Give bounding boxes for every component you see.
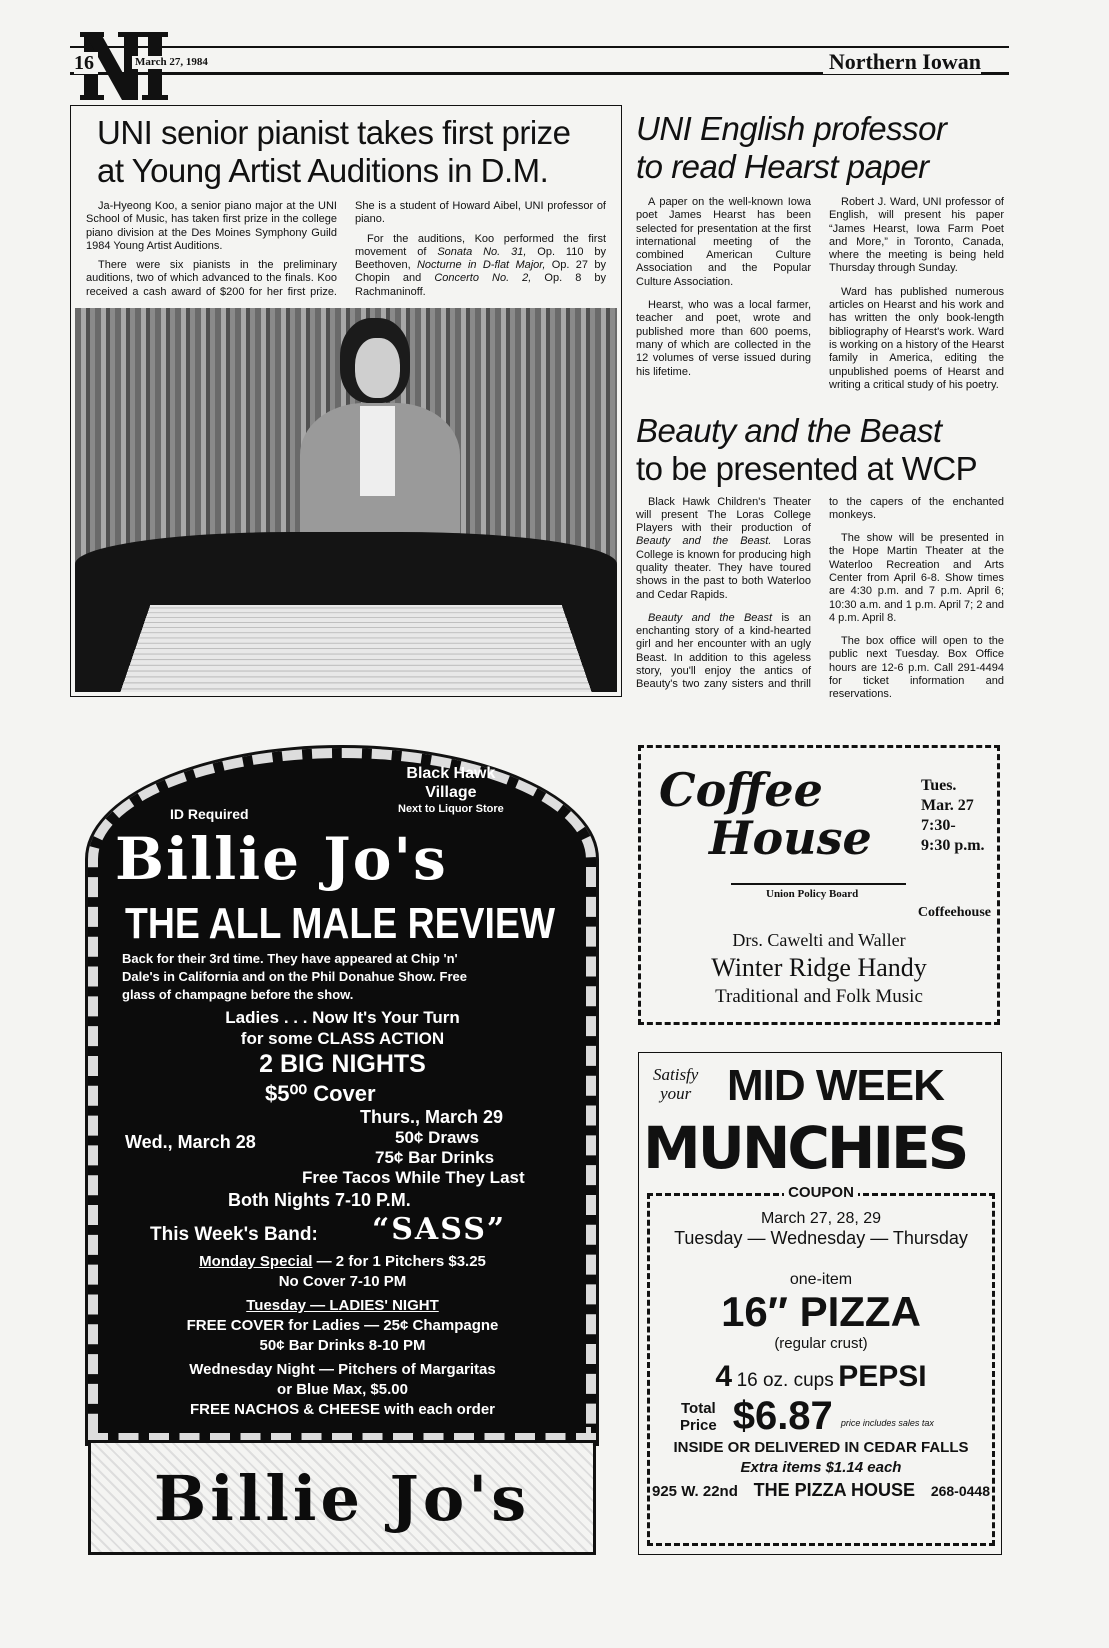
article-body (636, 496, 1004, 702)
wednesday-date: Wed., March 28 (125, 1132, 256, 1152)
text-run: The show will be presented in the Hope Martin Theater at the Waterloo Recreation and Arts Center from April 6-8. Show times are 4:30 p.m. and 7 p.m. April 6; 10:30 a.m. and 1 p.m. April 7; 2 and 4 p.m. April 8. (829, 532, 1004, 624)
promo-line: for some CLASS ACTION (240, 1029, 445, 1048)
article-beauty (636, 412, 1004, 702)
coupon (647, 1184, 995, 1546)
article-pianist (70, 105, 622, 697)
pepsi-cups: 16 oz. cups (736, 1370, 834, 1391)
billie-jos-name: Billie Jo's (115, 825, 448, 893)
article-paragraph (829, 635, 1004, 701)
pianist-figure (300, 318, 460, 528)
pepsi-line (650, 1360, 992, 1394)
store-phone: 268-0448 (930, 1483, 990, 1499)
band-name: “SASS” (372, 1212, 507, 1247)
ad-blurb (122, 950, 467, 1004)
italic-title: Nocturne in D-flat Major, (416, 259, 546, 272)
article-paragraph (636, 496, 811, 602)
article-paragraph (829, 532, 1004, 625)
wednesday-line: Wednesday Night — Pitchers of Margaritas (189, 1361, 496, 1378)
blurb-line: glass of champagne before the show. (122, 987, 354, 1002)
price-label: Price (680, 1416, 717, 1434)
blurb-line: Back for their 3rd time. They have appeared at Chip 'n' (122, 951, 458, 966)
headline-line-2: to be presented at WCP (636, 449, 978, 487)
pepsi: PEPSI (838, 1360, 927, 1393)
text-run: Op. 8 by Rachmaninoff. (355, 272, 607, 298)
monday-text: — 2 for 1 Pitchers $3.25 (312, 1253, 486, 1270)
band-label: This Week's Band: (150, 1224, 318, 1245)
munchies: MUNCHIES (643, 1114, 967, 1182)
location-line-2: Village (425, 784, 477, 801)
total-price-label (680, 1400, 717, 1434)
monday-cover: No Cover 7-10 PM (278, 1273, 407, 1290)
text-run: Robert J. Ward, UNI professor of English, will present his paper “James Hearst, Iowa Farm Poet and More,” in Toronto, Canada, where the meeting is being held Thursday through Sunday. (829, 196, 1004, 275)
ad-headline: THE ALL MALE REVIEW (125, 899, 556, 948)
headline-line-1: UNI senior pianist takes first prize (97, 114, 571, 151)
mid-week: MID WEEK (727, 1061, 944, 1110)
crust: (regular crust) (774, 1335, 868, 1352)
text-run: Op. 27 by Chopin and (355, 259, 606, 285)
extra-items: Extra items $1.14 each (740, 1459, 902, 1476)
coffeehouse-ad (638, 745, 1000, 1025)
coupon-label: COUPON (784, 1184, 858, 1201)
satisfy-line: your (660, 1084, 692, 1103)
article-paragraph (636, 196, 811, 289)
big-nights: 2 BIG NIGHTS (259, 1050, 426, 1078)
paper-name: Northern Iowan (823, 50, 981, 74)
article-body (636, 196, 1004, 396)
monday-label: Monday Special (199, 1253, 313, 1270)
performers: Drs. Cawelti and Waller (732, 930, 906, 950)
price: $6.87 (732, 1394, 833, 1438)
text-run: Black Hawk Children's Theater will present The Loras College Players with their production of (636, 495, 811, 535)
text-run: is an enchanting story of a kind-hearted girl and her encounter with an ugly Beast. In addition to this ageless story, you'll enjoy the antics of Beauty's two zany sisters and thrill to the capers of the enchanted monkeys. (636, 495, 1004, 691)
event-day: Tues. (921, 777, 957, 794)
price-line (650, 1394, 992, 1439)
monday-special (80, 1252, 605, 1272)
tuesday-line: 50¢ Bar Drinks 8-10 PM (259, 1337, 426, 1354)
text-run: Hearst, who was a local farmer, teacher and poet, wrote and published more than 600 poems, many of which are collected in the 12 volumes of verse issued during his lifetime. (636, 299, 811, 378)
event-date: Mar. 27 (921, 797, 974, 814)
event-time-start: 7:30- (921, 817, 956, 834)
sponsor: Union Policy Board (766, 888, 859, 900)
pianist-photo (75, 308, 617, 692)
blurb-line: Dale's in California and on the Phil Donahue Show. Free (122, 969, 467, 984)
article-paragraph (829, 196, 1004, 276)
article-paragraph (829, 286, 1004, 392)
delivery: INSIDE OR DELIVERED IN CEDAR FALLS (673, 1439, 969, 1456)
event-time (921, 776, 985, 856)
italic-title: Beauty and the Beast (648, 611, 773, 624)
tax-note: price includes sales tax (840, 1418, 934, 1428)
id-required: ID Required (170, 806, 249, 822)
free-tacos: Free Tacos While They Last (302, 1168, 525, 1187)
weekly-specials (80, 1252, 605, 1420)
headline (75, 114, 617, 190)
masthead-rule-top (70, 46, 1009, 48)
italic-title: Concerto No. 2, (434, 272, 532, 285)
wednesday-line: or Blue Max, $5.00 (277, 1381, 408, 1398)
venue: Coffeehouse (917, 905, 991, 920)
text-run: For the auditions, Koo performed the first movement of (355, 232, 606, 258)
both-nights: Both Nights 7-10 P.M. (228, 1190, 411, 1210)
pizza-house-ad (638, 1052, 1002, 1555)
draws: 50¢ Draws (395, 1128, 480, 1147)
store-name: THE PIZZA HOUSE (753, 1480, 916, 1500)
tuesday-label: Tuesday — LADIES' NIGHT (246, 1297, 439, 1314)
coupon-dates: March 27, 28, 29 (760, 1210, 882, 1227)
article-paragraph (636, 299, 811, 379)
right-column (636, 110, 1004, 702)
event-time-end: 9:30 p.m. (921, 837, 985, 854)
logo-word-1: Coffee (659, 763, 823, 817)
headline-line-2: to read Hearst paper (636, 148, 929, 185)
article-paragraph (86, 200, 337, 253)
logo-word-2: House (709, 811, 872, 865)
sheet-music (117, 605, 594, 692)
text-run: A paper on the well-known Iowa poet James Hearst has been selected for presentation at the first international meeting of the combined American Culture Association and the Popular Culture Association. (636, 196, 811, 288)
store-address: 925 W. 22nd (652, 1483, 738, 1500)
billie-jos-ad (80, 728, 605, 1556)
italic-title: Sonata No. 31, (437, 245, 527, 258)
band-name: Winter Ridge Handy (711, 953, 927, 982)
location (398, 764, 504, 816)
headline-line-1: UNI English professor (636, 110, 947, 147)
genre: Traditional and Folk Music (715, 986, 923, 1007)
satisfy-line: Satisfy (653, 1065, 699, 1084)
footer-name: Billie Jo's (153, 1462, 531, 1535)
coupon-days: Tuesday — Wednesday — Thursday (674, 1228, 968, 1248)
italic-title: Beauty and the Beast. (636, 535, 772, 548)
text-run: There were six pianists in the preliminary auditions, two of which advanced to the finals. Koo received a cash award of $200 for her first prize. She is a student of Howard Aibel, UNI professor of piano. (86, 200, 606, 298)
issue-date: March 27, 1984 (132, 56, 211, 69)
store-line (650, 1480, 992, 1501)
page-number: 16 (74, 52, 98, 74)
ladies-promo (80, 1007, 605, 1079)
satisfy (653, 1065, 698, 1103)
location-line-3: Next to Liquor Store (398, 803, 504, 815)
pizza-size: 16″ PIZZA (721, 1288, 921, 1335)
coffeehouse-logo (649, 763, 872, 865)
location-line-1: Black Hawk (406, 765, 496, 782)
bar-drinks: 75¢ Bar Drinks (375, 1148, 495, 1167)
ad-footer (88, 1440, 596, 1555)
total-label: Total (680, 1399, 716, 1417)
text-run: Ja-Hyeong Koo, a senior piano major at the UNI School of Music, has taken first prize in the college piano division at the Des Moines Symphony Guild 1984 Young Artist Auditions. (86, 200, 337, 252)
article-hearst (636, 110, 1004, 396)
article-body (86, 200, 606, 302)
text-run: Ward has published numerous articles on Hearst and his work and has written the only book-length bibliography of Hearst's work. Ward is working on a history of the Hearst family in America, editing the unpublished poems of Hearst and writing a critical study of his poetry. (829, 285, 1004, 391)
pepsi-qty: 4 (715, 1360, 733, 1393)
promo-line: Ladies . . . Now It's Your Turn (225, 1008, 460, 1027)
performer-info (641, 930, 997, 1008)
tuesday-line: FREE COVER for Ladies — 25¢ Champagne (186, 1317, 499, 1334)
text-run: Op. 110 by Beethoven, (355, 245, 606, 272)
one-item: one-item (789, 1271, 853, 1288)
article-paragraph (355, 233, 606, 299)
wednesday-line: FREE NACHOS & CHEESE with each order (189, 1401, 496, 1418)
headline-line-2: at Young Artist Auditions in D.M. (97, 152, 549, 189)
text-run: The box office will open to the public next Tuesday. Box Office hours are 12-6 p.m. Call 291-4494 for ticket information and reservations. (829, 635, 1004, 701)
headline-line-1: Beauty and the Beast (636, 411, 942, 449)
cover-price: $5⁰⁰ Cover (265, 1081, 376, 1106)
thursday-date: Thurs., March 29 (360, 1107, 504, 1127)
text-run: Loras College is known for producing high quality theater. They have toured shows in the past to both Waterloo and Cedar Rapids. (636, 535, 811, 601)
